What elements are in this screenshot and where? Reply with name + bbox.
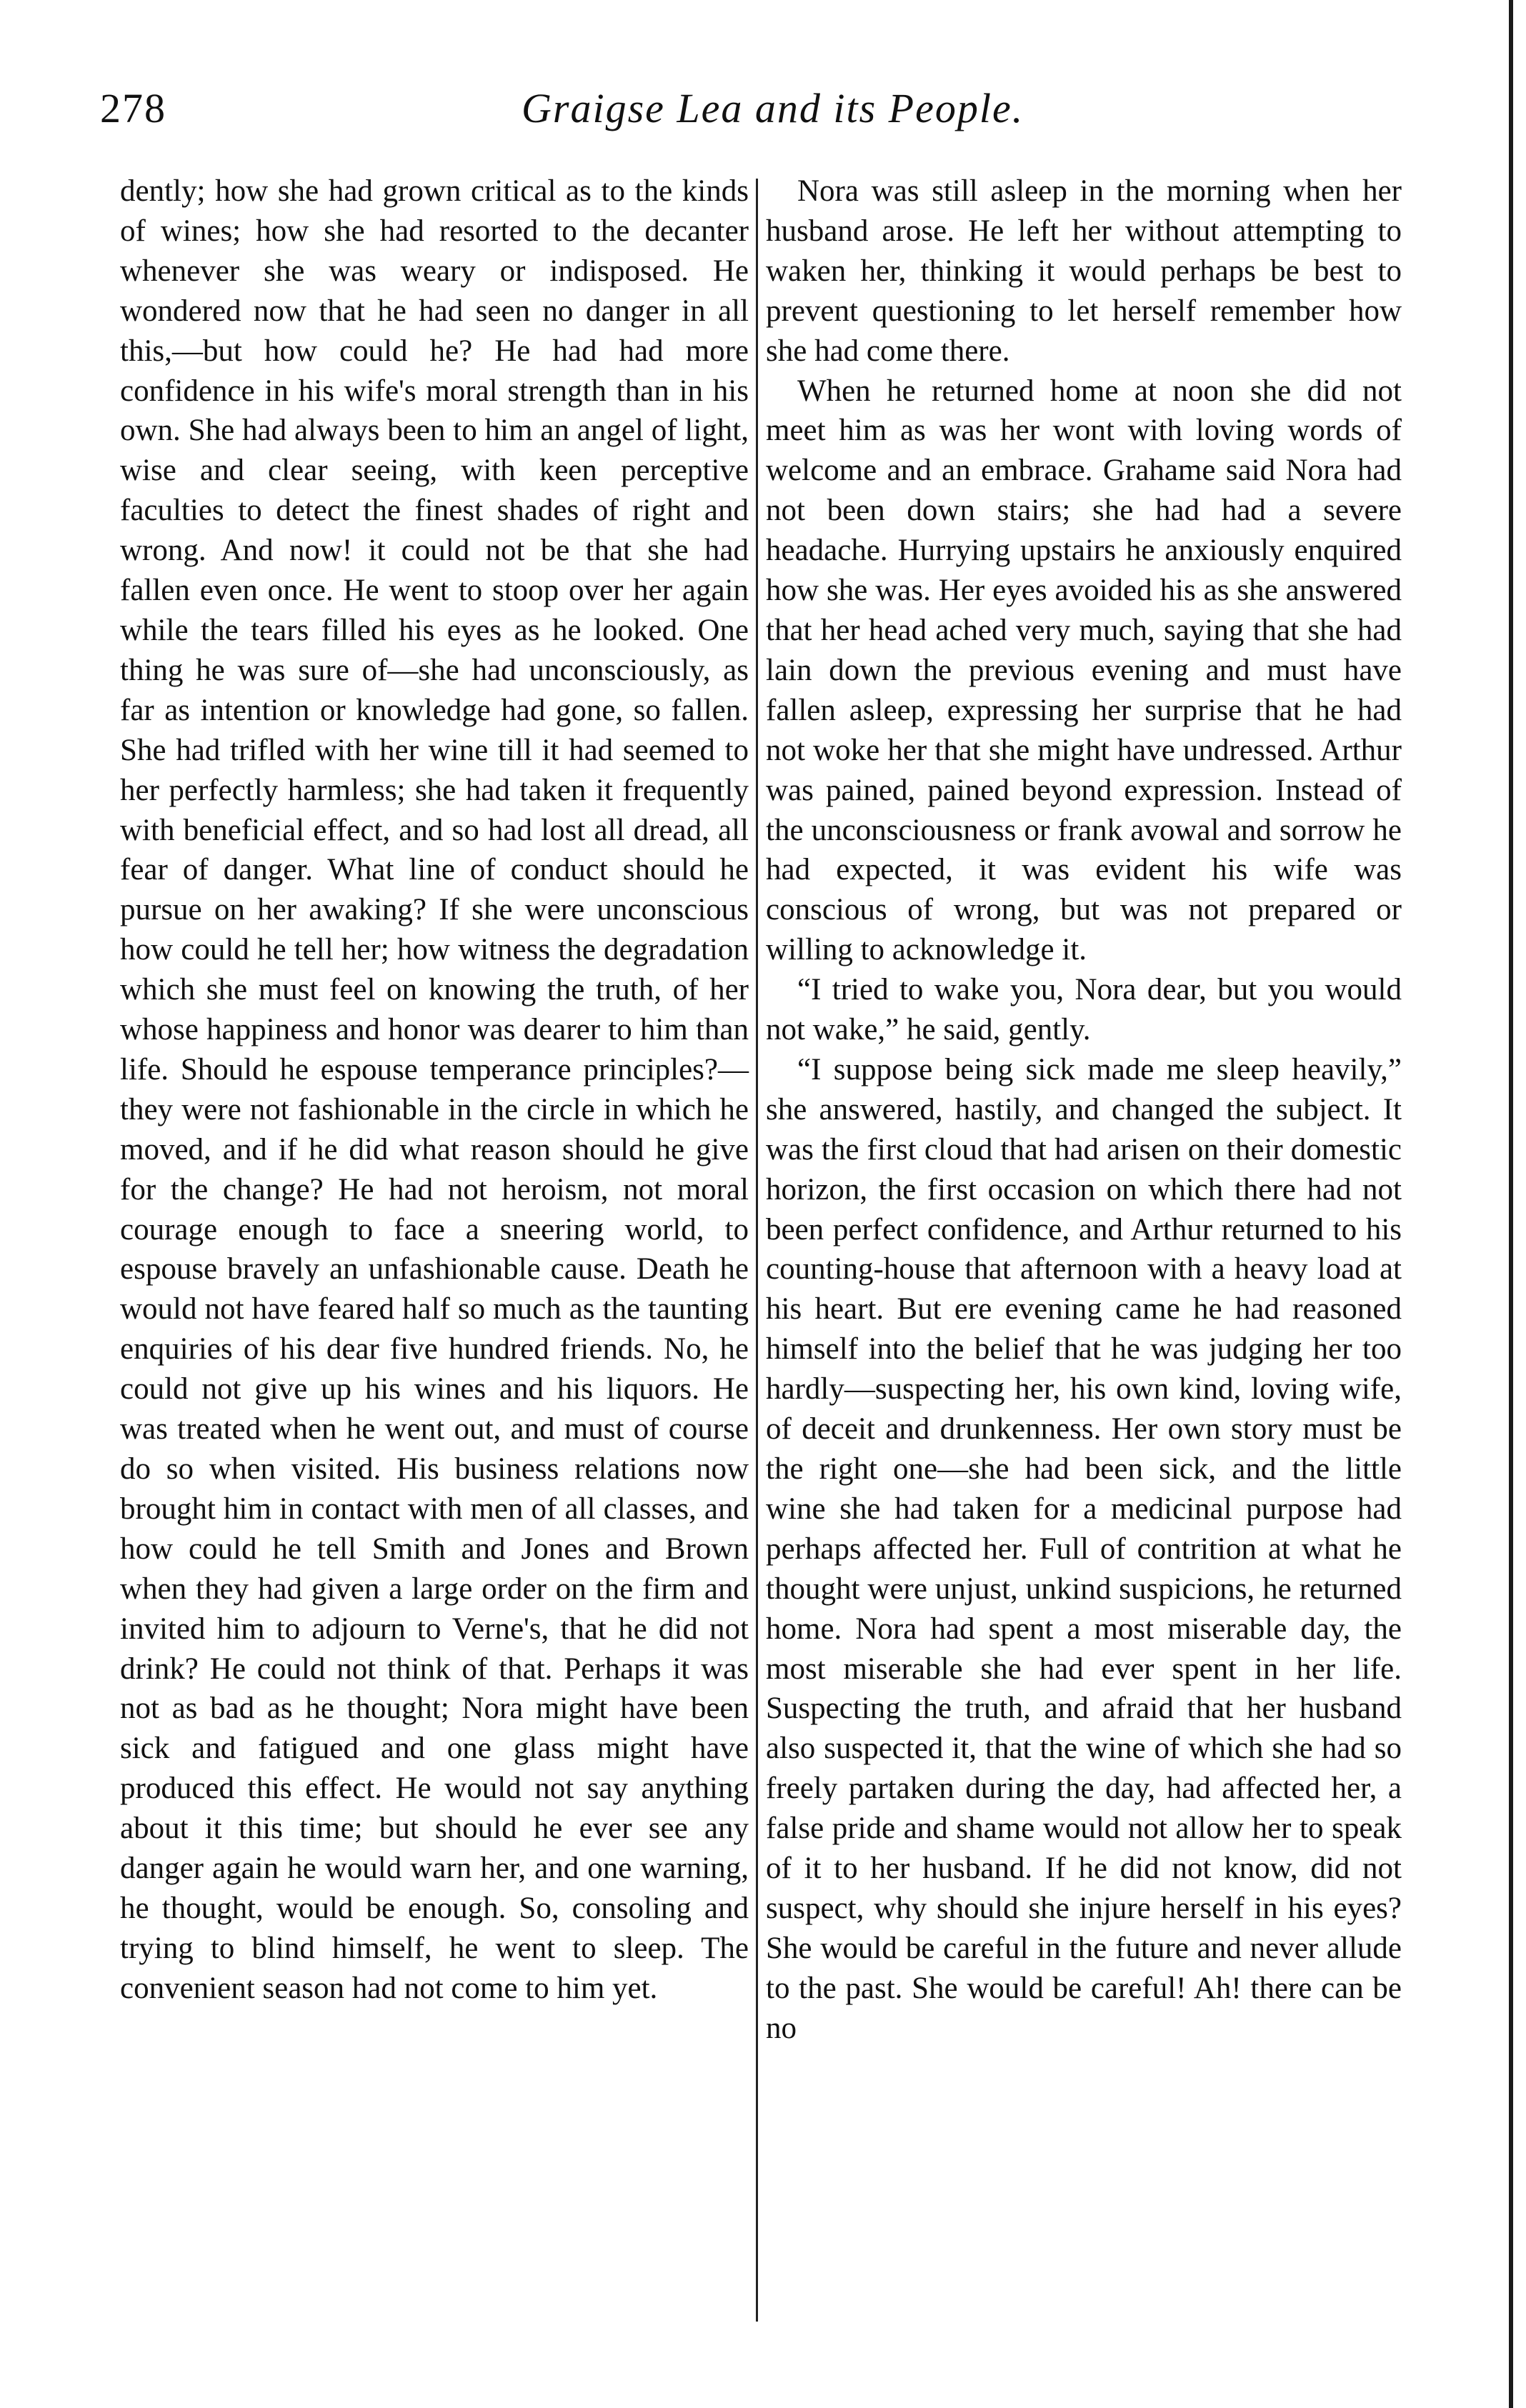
right-paragraph-1: Nora was still asleep in the morning when her husband arose. He left her without attempting to waken her, thinking it would perhaps be best to prevent questioning to let herself remember how she had come there. bbox=[766, 174, 1402, 368]
page-edge-line bbox=[1509, 0, 1513, 2408]
right-paragraph-3: “I tried to wake you, Nora dear, but you would not wake,” he said, gently. bbox=[766, 973, 1402, 1047]
right-paragraph-2: When he returned home at noon she did not meet him as was her wont with loving words of welcome and an embrace. Grahame said Nora had not been down stairs; she had had a severe headache. Hurrying upstairs he anxiously enquired how she was. Her eyes avoided his as she answered that her head ached very much, saying that she had lain down the previous evening and must have fallen asleep, expressing her surprise that he had not woke her that she might have undressed. Arthur was pained, pained beyond expression. Instead of the unconsciousness or frank avowal and sorrow he had expected, it was evident his wife was conscious of wrong, but was not prepared or willing to acknowledge it. bbox=[766, 374, 1402, 967]
page-header bbox=[100, 84, 1407, 141]
left-paragraph-1: dently; how she had grown critical as to the kinds of wines; how she had resorted to the decanter whenever she was weary or indisposed. He wondered now that he had seen no danger in all this,—but how could he? He had had more confidence in his wife's moral strength than in his own. She had always been to him an angel of light, wise and clear seeing, with keen perceptive faculties to detect the finest shades of right and wrong. And now! it could not be that she had fallen even once. He went to stoop over her again while the tears filled his eyes as he looked. One thing he was sure of—she had unconsciously, as far as intention or knowledge had gone, so fallen. She had trifled with her wine till it had seemed to her perfectly harmless; she had taken it frequently with beneficial effect, and so had lost all dread, all fear of danger. What line of conduct should he pursue on her awaking? If she were unconscious how could he tell her; how witness the degradation which she must feel on knowing the truth, of her whose happiness and honor was dearer to him than life. Should he espouse temperance principles?—they were not fashionable in the circle in which he moved, and if he did what reason should he give for the change? He had not heroism, not moral courage enough to face a sneering world, to espouse bravely an unfashionable cause. Death he would not have feared half so much as the taunting enquiries of his dear five hundred friends. No, he could not give up his wines and his liquors. He was treated when he went out, and must of course do so when visited. His business relations now brought him in contact with men of all classes, and how could he tell Smith and Jones and Brown when they had given a large order on the firm and invited him to adjourn to Verne's, that he did not drink? He could not think of that. Perhaps it was not as bad as he thought; Nora might have been sick and fatigued and one glass might have produced this effect. He would not say anything about it this time; but should he ever see any danger again he would warn her, and one warning, he thought, would be enough. So, consoling and trying to blind himself, he went to sleep. The convenient season had not come to him yet. bbox=[120, 174, 749, 2005]
running-title: Graigse Lea and its People. bbox=[522, 85, 1024, 131]
page-number: 278 bbox=[100, 85, 166, 131]
left-column bbox=[120, 171, 749, 2009]
right-column bbox=[766, 171, 1402, 2049]
column-divider bbox=[756, 179, 758, 2322]
right-paragraph-4: “I suppose being sick made me sleep heavily,” she answered, hastily, and changed the subject. It was the first cloud that had arisen on their domestic horizon, the first occasion on which there had not been perfect confidence, and Arthur returned to his counting-house that afternoon with a heavy load at his heart. But ere evening came he had reasoned himself into the belief that he was judging her too hardly—suspecting her, his own kind, loving wife, of deceit and drunkenness. Her own story must be the right one—she had been sick, and the little wine she had taken for a medicinal purpose had perhaps affected her. Full of contrition at what he thought were unjust, unkind suspicions, he returned home. Nora had spent a most miserable day, the most miserable she had ever spent in her life. Suspecting the truth, and afraid that her husband also suspected it, that the wine of which she had so freely partaken during the day, had affected her, a false pride and shame would not allow her to speak of it to her husband. If he did not know, did not suspect, why should she injure herself in his eyes? She would be careful in the future and never allude to the past. She would be careful! Ah! there can be no bbox=[766, 1052, 1402, 2045]
